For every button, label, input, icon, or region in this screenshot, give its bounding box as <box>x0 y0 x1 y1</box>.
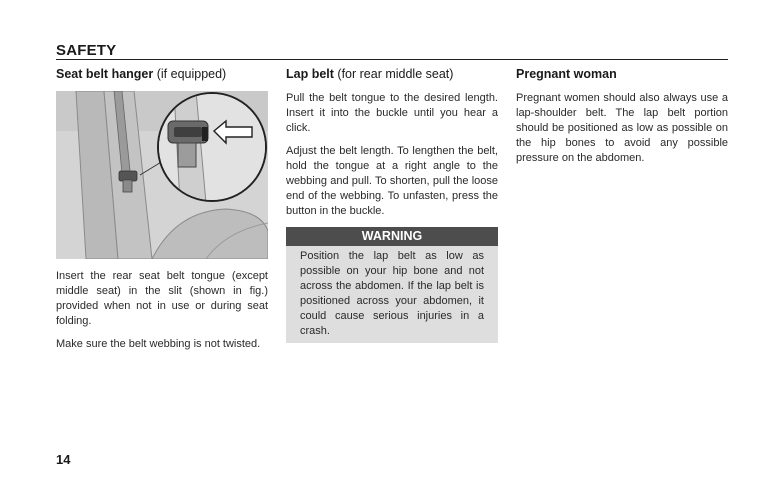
section-rule <box>56 59 728 60</box>
seat-belt-hanger-figure <box>56 91 268 259</box>
page-number: 14 <box>56 452 71 467</box>
warning-text: Position the lap belt as low as possible on your hip bone and not across the abdomen. If the lap belt is positioned across your abdomen, it could cause serious injuries in a crash. <box>300 250 484 337</box>
warning-title: WARNING <box>286 227 498 246</box>
column-seat-belt-hanger <box>56 66 268 360</box>
heading-lap-belt <box>286 66 498 82</box>
column-pregnant-woman <box>516 66 728 174</box>
hanger-paragraph-2: Make sure the belt webbing is not twisted. <box>56 338 261 350</box>
heading-note: (if equipped) <box>156 67 227 81</box>
warning-box <box>286 227 498 343</box>
heading-note: (for rear middle seat) <box>337 67 454 81</box>
column-lap-belt <box>286 66 498 343</box>
heading-pregnant-woman: Pregnant woman <box>516 67 617 81</box>
lap-belt-paragraph-1: Pull the belt tongue to the desired length. Insert it into the buckle until you hear a click. <box>286 92 498 134</box>
hanger-paragraph-1: Insert the rear seat belt tongue (except middle seat) in the slit (shown in fig.) provided when not in use or during seat folding. <box>56 270 268 327</box>
seat-belt-hanger-illustration <box>56 91 268 259</box>
section-title: SAFETY <box>56 42 117 59</box>
heading-seat-belt-hanger <box>56 66 268 82</box>
heading-text: Lap belt <box>286 67 334 81</box>
pregnant-paragraph-1: Pregnant women should also always use a lap-shoulder belt. The lap belt portion should be positioned as low as possible on the hip bones to avoid any possible pressure on the abdomen. <box>516 92 728 164</box>
heading-text: Seat belt hanger <box>56 67 154 81</box>
lap-belt-paragraph-2: Adjust the belt length. To lengthen the belt, hold the tongue at a right angle to the webbing and pull. To shorten, pull the loose end of the webbing. To unfasten, press the button in the buckle. <box>286 145 498 217</box>
